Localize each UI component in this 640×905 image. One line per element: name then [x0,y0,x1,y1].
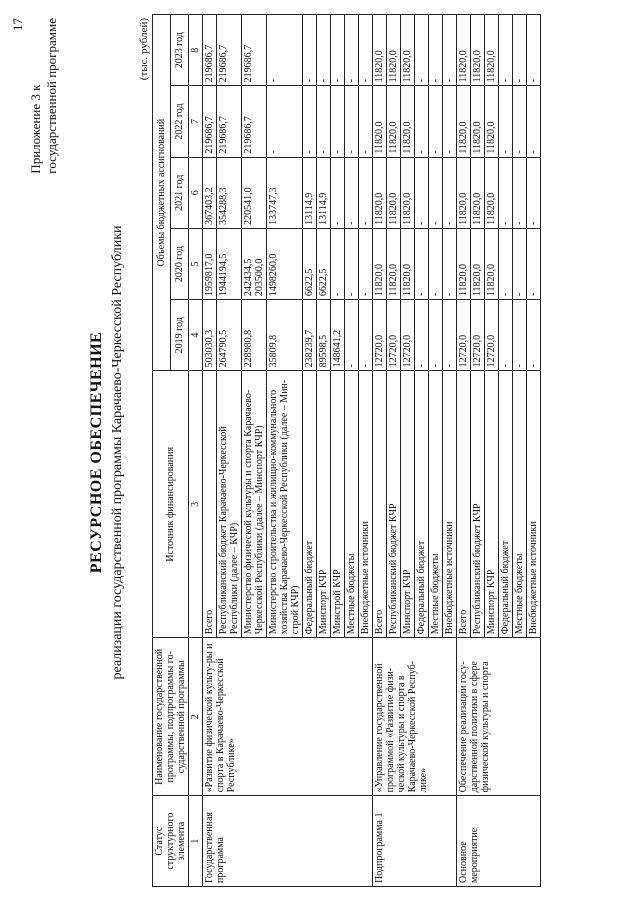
value-text: 11820,0 [472,121,483,154]
value-cell [415,157,429,228]
value-cell [499,86,513,157]
value-cell [203,228,217,299]
column-index-row [189,15,203,887]
value-text: 12720,0 [388,334,399,368]
resource-table [152,14,541,887]
value-cell [203,300,217,371]
value-cell [527,228,541,299]
value-cell [203,157,217,228]
value-cell [387,228,401,299]
value-text: - [500,221,511,225]
value-cell [499,15,513,86]
value-cell [359,300,373,371]
value-cell [242,15,267,86]
value-cell [387,15,401,86]
value-text: 11820,0 [402,263,413,297]
value-cell [317,86,331,157]
header-source: Источник финансирования [153,371,189,638]
value-cell [267,15,303,86]
value-text: 13114,9 [318,192,329,225]
value-cell [317,300,331,371]
value-text: - [346,292,357,297]
value-text: - [416,221,427,225]
value-text: 219686,7 [218,44,229,83]
value-cell [429,228,443,299]
source-cell: Минстрой КЧР [331,371,345,638]
value-cell [373,300,387,371]
value-text: - [528,364,539,368]
value-text: - [444,221,455,225]
page-number: 17 [10,18,25,31]
value-cell [429,157,443,228]
value-cell [242,86,267,157]
header-year: 2019 год [171,300,189,371]
value-cell [359,15,373,86]
value-text: 11820,0 [374,263,385,297]
value-cell [387,157,401,228]
value-text: - [360,364,371,368]
value-cell [513,15,527,86]
header-name: Наименование государственной программы, подпрограммы го-сударственной программы [153,638,189,796]
value-cell [217,157,242,228]
column-index: 3 [189,371,203,638]
appendix-line-2: государственной программе [44,18,59,174]
document-subtitle: реализации государственной программы Карачаево-Черкесской Республики [110,225,125,680]
source-cell: Республиканский бюджет КЧР [471,371,485,638]
value-cell [443,300,457,371]
source-cell: Местные бюджеты [345,371,359,638]
value-text: - [528,79,539,83]
value-text: - [430,292,441,297]
value-cell [513,86,527,157]
value-text: - [268,150,279,154]
value-cell [429,15,443,86]
column-index: 6 [189,157,203,228]
source-cell: Министерство строительства и жилищно-коммунального хозяйства Карачаево-Черкесской Республики (далее – Мин-строй КЧР) [267,371,303,638]
value-text: 1959817,0 [204,253,215,297]
value-text: - [500,292,511,297]
value-text: 11820,0 [486,192,497,225]
value-text: - [444,150,455,154]
source-cell: Внебюджетные источники [527,371,541,638]
value-text: 11820,0 [458,121,469,154]
value-cell [345,157,359,228]
value-cell [471,300,485,371]
source-cell: Республиканский бюджет КЧР [387,371,401,638]
value-text: 133747,3 [268,187,279,225]
source-cell: Местные бюджеты [513,371,527,638]
value-cell [471,15,485,86]
value-cell [429,86,443,157]
value-cell [527,300,541,371]
header-year: 2023 год [171,15,189,86]
value-cell [373,15,387,86]
value-text: - [514,221,525,225]
value-cell [443,86,457,157]
value-cell [457,157,471,228]
value-text: 11820,0 [486,121,497,154]
value-cell [443,15,457,86]
value-text: - [514,150,525,154]
appendix-line-1: Приложение 3 к [28,84,43,174]
value-cell [303,15,317,86]
value-cell [513,300,527,371]
value-text: - [332,292,343,297]
program-name-cell: «Управление государственной программой «Развитие физи-ческой культуры и спорта в Карачаево-Черкесской Респуб-лике» [373,638,457,796]
value-text: 1498260,0 [268,253,279,297]
value-cell [359,157,373,228]
column-index: 5 [189,228,203,299]
value-cell [485,157,499,228]
value-text: - [360,221,371,225]
value-text: - [514,292,525,297]
value-text: 11820,0 [374,50,385,83]
value-cell [415,86,429,157]
value-cell [373,86,387,157]
program-name-cell: «Развитие физической культу-ры и спорта в Карачаево-Черкесской Республике» [203,638,373,796]
value-cell [217,86,242,157]
source-cell: Внебюджетные источники [443,371,457,638]
value-text: 238239,7 [304,329,315,368]
column-index: 2 [189,638,203,796]
value-cell [485,15,499,86]
source-cell: Всего [373,371,387,638]
value-text: 6622,5 [304,268,315,297]
value-cell [267,228,303,299]
value-text: - [500,364,511,368]
value-text: - [528,292,539,297]
value-text: 219686,7 [204,116,215,154]
value-text: - [500,79,511,83]
value-cell [457,300,471,371]
source-cell: Федеральный бюджет [303,371,317,638]
value-text: - [346,150,357,154]
value-text: 503030,3 [204,329,215,368]
value-cell [415,15,429,86]
value-cell [317,157,331,228]
value-text: - [304,79,315,83]
value-cell [217,300,242,371]
value-cell [345,228,359,299]
source-cell: Минспорт КЧР [485,371,499,638]
value-text: 11820,0 [388,192,399,225]
value-cell [457,228,471,299]
source-cell: Внебюджетные источники [359,371,373,638]
value-text: 11820,0 [472,50,483,83]
value-cell [242,228,267,299]
value-cell [373,228,387,299]
value-text: - [416,150,427,154]
value-text: 264790,5 [218,329,229,368]
value-text: - [346,221,357,225]
value-text: 11820,0 [458,50,469,83]
value-cell [267,300,303,371]
header-year: 2022 год [171,86,189,157]
value-text: 11820,0 [388,121,399,154]
value-cell [387,86,401,157]
value-text: - [514,79,525,83]
value-cell [345,86,359,157]
program-name-cell: Обеспечение реализации госу-дарственной политики в сфере физической культуры и спорта [457,638,541,796]
value-text: 148641,2 [332,329,343,368]
units-note: (тыс. рублей) [138,18,150,81]
value-text: 242434,5 [243,258,254,297]
value-cell [331,157,345,228]
value-cell [401,86,415,157]
value-cell [485,300,499,371]
value-text: 13114,9 [304,192,315,225]
value-text: 89598,5 [318,334,329,368]
value-cell [415,228,429,299]
value-cell [513,157,527,228]
table-body [203,15,541,887]
value-text: 219686,7 [204,44,215,83]
column-index: 1 [189,796,203,887]
column-index: 4 [189,300,203,371]
value-text: 12720,0 [458,334,469,368]
value-text: - [444,292,455,297]
source-cell: Местные бюджеты [429,371,443,638]
value-cell [443,228,457,299]
value-text: - [332,150,343,154]
value-text: 11820,0 [458,192,469,225]
value-text: - [360,79,371,83]
value-cell [217,228,242,299]
value-cell [217,15,242,86]
value-cell [359,228,373,299]
value-cell [317,228,331,299]
value-text: - [514,364,525,368]
value-cell [527,15,541,86]
value-cell [457,86,471,157]
value-cell [499,300,513,371]
value-text: - [318,150,329,154]
header-volumes: Объемы бюджетных ассигнований [153,15,171,371]
value-text: 12720,0 [472,334,483,368]
source-cell: Всего [203,371,217,638]
table-row [203,15,217,887]
value-cell [401,228,415,299]
header-year: 2021 год [171,157,189,228]
value-text: 6622,5 [318,268,329,297]
value-cell [203,86,217,157]
value-text: 11820,0 [402,121,413,154]
value-cell [485,228,499,299]
value-text: - [444,364,455,368]
value-text: - [360,150,371,154]
value-text: 12720,0 [486,334,497,368]
value-text: - [332,221,343,225]
value-text: 11820,0 [486,50,497,83]
value-cell [387,300,401,371]
value-text: - [268,79,279,83]
source-cell: Республиканский бюджет Карачаево-Черкесской Республики (далее – КЧР) [217,371,242,638]
value-cell [331,86,345,157]
value-text: - [528,150,539,154]
value-cell [527,86,541,157]
source-cell: Федеральный бюджет [415,371,429,638]
value-text: 220541,0 [243,187,254,225]
status-cell: Основное мероприятие [457,796,541,887]
value-cell [303,228,317,299]
value-text: - [430,150,441,154]
value-text: - [528,221,539,225]
value-text: 219686,7 [243,116,254,154]
value-text: 219686,7 [243,44,254,83]
value-text: - [332,79,343,83]
value-text: 11820,0 [374,121,385,154]
value-cell [401,300,415,371]
value-text: 11820,0 [458,263,469,297]
value-cell [471,157,485,228]
value-cell [415,300,429,371]
column-index: 7 [189,86,203,157]
value-cell [331,300,345,371]
value-text: 219686,7 [218,116,229,154]
value-text: - [346,79,357,83]
value-cell [443,157,457,228]
value-text: - [346,364,357,368]
value-cell [471,228,485,299]
value-cell [401,157,415,228]
value-text: - [416,364,427,368]
value-cell [242,157,267,228]
value-text: - [430,79,441,83]
value-cell [359,86,373,157]
value-cell [303,86,317,157]
value-cell [267,86,303,157]
value-text: 11820,0 [472,192,483,225]
value-text: - [360,292,371,297]
value-cell [499,228,513,299]
value-text: - [444,79,455,83]
value-cell [373,157,387,228]
table-header [153,15,203,887]
value-text: 35809,8 [268,334,279,368]
value-cell [527,157,541,228]
header-year: 2020 год [171,228,189,299]
value-text: - [416,292,427,297]
value-cell [429,300,443,371]
value-text: - [500,150,511,154]
value-text: 11820,0 [402,50,413,83]
value-text: 11820,0 [486,263,497,297]
value-cell [401,15,415,86]
column-index: 8 [189,15,203,86]
table-row [373,15,387,887]
value-text: 354288,3 [218,187,229,225]
value-cell [485,86,499,157]
value-cell [267,157,303,228]
value-text: - [304,150,315,154]
value-text: 367403,2 [204,187,215,225]
table-row [457,15,471,887]
document-title: РЕСУРСНОЕ ОБЕСПЕЧЕНИЕ [88,331,105,574]
value-cell [345,15,359,86]
value-cell [331,228,345,299]
value-cell [303,300,317,371]
value-text: 1944194,5 [218,253,229,297]
value-text: - [430,364,441,368]
source-cell: Министерство физической культуры и спорта Карачаево-Черкесской Республики (далее – Минспорт КЧР) [242,371,267,638]
value-cell [471,86,485,157]
value-text: 11820,0 [402,192,413,225]
value-text: 11820,0 [472,263,483,297]
value-cell [317,15,331,86]
value-text: 228980,8 [243,329,254,368]
source-cell: Минспорт КЧР [317,371,331,638]
value-cell [203,15,217,86]
status-cell: Подпрограмма 1 [373,796,457,887]
value-cell [242,300,267,371]
value-cell [303,157,317,228]
appendix-note [28,18,60,174]
value-cell [499,157,513,228]
source-cell: Федеральный бюджет [499,371,513,638]
value-cell [331,15,345,86]
value-cell [457,15,471,86]
value-extra-text: 203500,0 [254,258,265,297]
value-text: 11820,0 [388,263,399,297]
value-cell [513,228,527,299]
source-cell: Минспорт КЧР [401,371,415,638]
value-text: 12720,0 [402,334,413,368]
value-text: 11820,0 [374,192,385,225]
source-cell: Всего [457,371,471,638]
value-text: 12720,0 [374,334,385,368]
value-text: - [318,79,329,83]
value-text: 11820,0 [388,50,399,83]
header-status: Статус структурного элемента [153,796,189,887]
value-cell [345,300,359,371]
value-text: - [430,221,441,225]
status-cell: Государственная программа [203,796,373,887]
value-text: - [416,79,427,83]
